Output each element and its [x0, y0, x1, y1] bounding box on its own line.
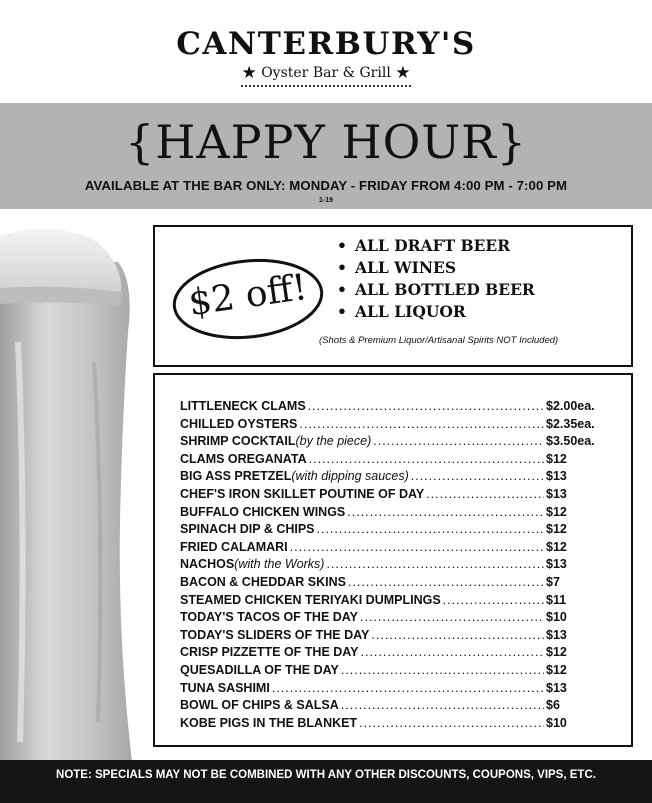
menu-item-price: $12 [546, 522, 567, 537]
dot-leader [341, 662, 544, 680]
menu-item-price: $13 [546, 469, 567, 484]
menu-item-name: QUESADILLA OF THE DAY [180, 662, 339, 677]
menu-item-name: NACHOS [180, 557, 235, 572]
menu-item-name: TUNA SASHIMI [180, 680, 270, 695]
deal-disclaimer: (Shots & Premium Liquor/Artisanal Spirits NOT Included) [319, 335, 559, 346]
menu-item-price: $10 [546, 610, 567, 625]
menu-item-name: CRISP PIZZETTE OF THE DAY [180, 645, 359, 660]
menu-item-price: $3.50ea. [546, 434, 595, 449]
dot-leader [341, 697, 544, 715]
food-menu-list [180, 398, 608, 732]
menu-item [180, 644, 608, 662]
bullet-icon: • [337, 236, 347, 255]
deal-item: • ALL LIQUOR [337, 302, 466, 321]
dot-leader [290, 539, 544, 557]
dot-leader [371, 627, 544, 645]
menu-item [180, 504, 608, 522]
menu-item [180, 521, 608, 539]
restaurant-logo [0, 26, 652, 87]
logo-subtitle: Oyster Bar & Grill [261, 65, 391, 81]
menu-item-name: CLAMS OREGANATA [180, 451, 307, 466]
availability-text: AVAILABLE AT THE BAR ONLY: MONDAY - FRIDAY FROM 4:00 PM - 7:00 PM [84, 178, 568, 193]
dot-leader [443, 592, 544, 610]
menu-item-price: $13 [546, 627, 567, 642]
menu-item [180, 416, 608, 434]
dot-leader [360, 609, 544, 627]
logo-subtitle-row [0, 64, 652, 82]
menu-item-note: (by the piece) [295, 434, 372, 449]
dot-leader [326, 556, 544, 574]
menu-item-name: BIG ASS PRETZEL [180, 469, 292, 484]
menu-item-price: $11 [546, 592, 567, 607]
menu-item-price: $13 [546, 486, 567, 501]
menu-item-note: (with dipping sauces) [291, 469, 409, 484]
menu-item [180, 662, 608, 680]
dot-leader [299, 416, 544, 434]
deal-badge-text: $2 off! [186, 266, 310, 325]
menu-item [180, 451, 608, 469]
dot-leader [373, 433, 544, 451]
menu-item-price: $6 [546, 698, 560, 713]
menu-item-price: $10 [546, 715, 567, 730]
menu-item-price: $12 [546, 504, 567, 519]
bullet-icon: • [337, 302, 347, 321]
menu-item-name: BOWL OF CHIPS & SALSA [180, 698, 339, 713]
menu-code: 1-19 [318, 197, 333, 204]
menu-item [180, 539, 608, 557]
menu-item-price: $12 [546, 451, 567, 466]
deal-box [153, 225, 633, 367]
deal-item: • ALL WINES [337, 258, 457, 277]
logo-name: CANTERBURY'S [176, 26, 476, 62]
menu-item-note: (with the Works) [234, 557, 325, 572]
menu-item-name: KOBE PIGS IN THE BLANKET [180, 715, 358, 730]
menu-item-name: FRIED CALAMARI [180, 539, 288, 554]
deal-item: • ALL BOTTLED BEER [337, 280, 535, 299]
menu-item-price: $2.00ea. [546, 399, 595, 413]
food-menu-box [153, 373, 633, 747]
menu-item-price: $7 [546, 574, 560, 589]
menu-item [180, 697, 608, 715]
logo-dotted-underline [241, 85, 411, 87]
deal-list [337, 235, 535, 323]
menu-item-price: $12 [546, 539, 567, 554]
page-title: {HAPPY HOUR} [125, 115, 527, 169]
menu-item [180, 556, 608, 574]
menu-item-name: BUFFALO CHICKEN WINGS [180, 504, 346, 519]
menu-item [180, 486, 608, 504]
menu-item [180, 715, 608, 733]
dot-leader [308, 398, 544, 416]
bullet-icon: • [337, 258, 347, 277]
menu-item [180, 627, 608, 645]
menu-item [180, 680, 608, 698]
menu-item [180, 609, 608, 627]
dot-leader [347, 504, 544, 522]
menu-item [180, 398, 608, 416]
dot-leader [317, 521, 544, 539]
menu-item-name: TODAY'S SLIDERS OF THE DAY [180, 627, 370, 642]
menu-item-name: CHILLED OYSTERS [180, 416, 298, 431]
menu-item-price: $2.35ea. [546, 416, 595, 431]
menu-item [180, 433, 608, 451]
menu-item-price: $13 [546, 557, 567, 572]
star-icon: ★ [395, 63, 411, 83]
beer-glass-image [0, 222, 145, 762]
menu-item-name: SHRIMP COCKTAIL [180, 434, 296, 449]
menu-item-price: $13 [546, 680, 567, 695]
menu-item-name: TODAY'S TACOS OF THE DAY [180, 610, 359, 625]
star-icon: ★ [241, 63, 257, 83]
menu-item [180, 574, 608, 592]
menu-item [180, 592, 608, 610]
dot-leader [359, 715, 544, 733]
menu-item-name: BACON & CHEDDAR SKINS [180, 574, 346, 589]
menu-item [180, 468, 608, 486]
dot-leader [426, 486, 544, 504]
bullet-icon: • [337, 280, 347, 299]
menu-item-name: LITTLENECK CLAMS [180, 399, 306, 413]
menu-item-name: STEAMED CHICKEN TERIYAKI DUMPLINGS [180, 592, 441, 607]
dot-leader [361, 644, 545, 662]
footer-note: NOTE: SPECIALS MAY NOT BE COMBINED WITH ANY OTHER DISCOUNTS, COUPONS, VIPS, ETC. [0, 760, 652, 803]
menu-item-name: CHEF'S IRON SKILLET POUTINE OF DAY [180, 486, 425, 501]
dot-leader [272, 680, 544, 698]
menu-item-name: SPINACH DIP & CHIPS [180, 522, 315, 537]
deal-item: • ALL DRAFT BEER [337, 236, 511, 255]
dot-leader [348, 574, 544, 592]
menu-item-price: $12 [546, 662, 567, 677]
dot-leader [411, 468, 544, 486]
menu-item-price: $12 [546, 645, 567, 660]
dot-leader [309, 451, 544, 469]
